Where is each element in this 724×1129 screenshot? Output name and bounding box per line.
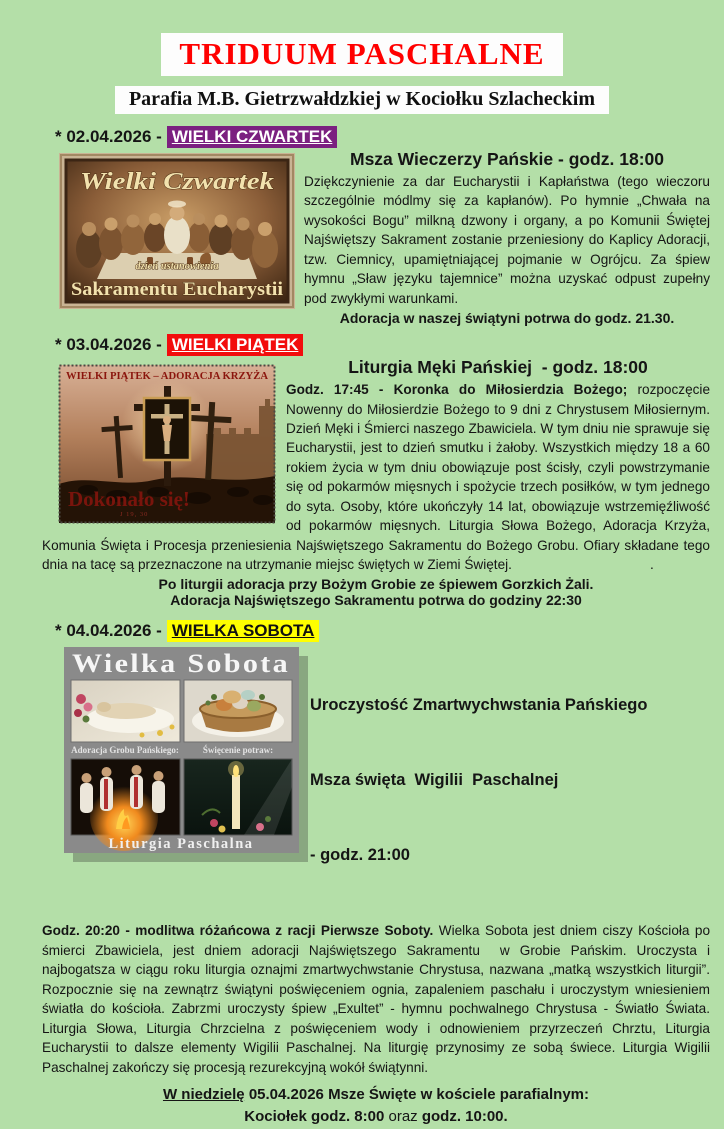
saturday-heading-1: Uroczystość Zmartwychwstania Pańskiego xyxy=(310,696,648,715)
liturgy-heading-friday: Liturgia Męki Pańskiej - godz. 18:00 xyxy=(348,357,648,378)
image-title-text: WIELKI PIĄTEK – ADORACJA KRZYŻA xyxy=(66,371,266,383)
good-friday-label: WIELKI PIĄTEK xyxy=(167,334,304,356)
footer-line-1 xyxy=(42,1084,710,1107)
sunday-masses-footer xyxy=(42,1084,710,1129)
date-text: * 03.04.2026 - xyxy=(55,335,162,355)
footer-underlined: W niedzielę xyxy=(162,1085,245,1103)
paschal-candle-photo xyxy=(184,759,292,835)
section-holy-thursday xyxy=(42,149,714,327)
holy-saturday-collage xyxy=(64,647,299,853)
saturday-body-lead: Godz. 20:20 - modlitwa różańcowa z racji Pierwsze Soboty. xyxy=(42,923,434,939)
tomb-photo xyxy=(71,680,180,742)
page-title: TRIDUUM PASCHALNE xyxy=(179,36,545,71)
saturday-heading-3: - godz. 21:00 xyxy=(310,846,410,865)
verse-reference-text: J 19, 30 xyxy=(120,511,149,519)
footer-line1-rest: 05.04.2026 Msze Święte w kościele parafialnym: xyxy=(244,1085,590,1103)
image-caption-text: Sakramentu Eucharystii xyxy=(71,279,283,300)
section-holy-saturday xyxy=(42,643,714,1077)
image-sub-text: dzień ustanowienia xyxy=(135,261,219,272)
basket-photo xyxy=(184,680,292,742)
subtitle-background xyxy=(115,86,609,114)
footer-mass-1: Kociołek godz. 8:00 xyxy=(244,1108,389,1126)
parish-subtitle: Parafia M.B. Gietrzwałdzkiej w Kociołku Szlacheckim xyxy=(128,88,596,110)
caption-bottom-text: Liturgia Paschalna xyxy=(108,836,254,853)
section-date-holy-saturday xyxy=(55,621,710,641)
image-title-text: Wielka Sobota xyxy=(72,649,290,679)
thursday-adoration-note: Adoracja w naszej świątyni potrwa do godz. 21.30. xyxy=(339,310,675,327)
caption-left-text: Adoracja Grobu Pańskiego: xyxy=(71,745,179,756)
subtitle-band xyxy=(0,86,724,114)
caption-right-text: Święcenie potraw: xyxy=(202,745,274,756)
image-title-text: Wielki Czwartek xyxy=(80,169,274,195)
saturday-heading-2: Msza święta Wigilii Paschalnej xyxy=(310,771,559,790)
image-caption-text: Dokonało się! xyxy=(68,487,190,512)
section-date-good-friday xyxy=(55,335,710,355)
footer-oraz: oraz xyxy=(388,1108,418,1126)
holy-thursday-label: WIELKI CZWARTEK xyxy=(167,126,338,148)
friday-note-2: Adoracja Najświętszego Sakramentu potrwa do godziny 22:30 xyxy=(170,592,582,609)
thursday-body-text: Dziękczynienie za dar Eucharystii i Kapłaństwa (tego wieczoru szczególnie módlmy się za kapłanów). Po hymnie „Chwała na wysokości Bogu” milkną dzwony i organy, a po Komunii Świętej Najświętszy Sakrament zostanie przeniesiony do Kaplicy Adoracji, tzw. Ciemnicy, upamiętniającej pojmanie w Ogrójcu. Za śpiew hymnu „Sław języku tajemnice” można uzyskać odpust zupełny pod zwykłymi warunkami. xyxy=(304,174,714,306)
crucifixion-illustration xyxy=(58,364,276,524)
poster-content xyxy=(0,127,724,1129)
date-text: * 04.04.2026 - xyxy=(55,621,162,641)
title-background xyxy=(161,33,562,76)
crucifixion-image xyxy=(58,364,276,524)
friday-note-1: Po liturgii adoracja przy Bożym Grobie ze śpiewem Gorzkich Żali. xyxy=(158,576,594,593)
holy-saturday-label: WIELKA SOBOTA xyxy=(167,620,320,642)
last-supper-illustration xyxy=(59,153,295,309)
section-good-friday xyxy=(42,357,722,609)
date-text: * 02.04.2026 - xyxy=(55,127,162,146)
friday-body-lead: Godz. 17:45 - Koronka do Miłosierdzia Bożego; xyxy=(286,382,628,398)
friday-body-rest: rozpoczęcie Nowenny do Miłosierdzie Bożego to 9 dni z Chrystusem Miłosiernym. Dzień Męki i Śmierci naszego Zbawiciela. W tym dniu nie sprawuje się Eucharystii, jest to dzień smutku i żałoby. Wszystkich między 18 a 60 rokiem życia w tym dniu obowiązuje post ścisły, czyli powstrzymanie się od pokarmów mięsnych i spożycie trzech posiłków, w tym jednego do syta. Osoby, które ukończyły 14 lat, obowiązuje wstrzemięźliwość od pokarmów mięsnych. Liturgia Słowa Bożego, Adoracja Krzyża, Komunia Święta i Procesja przeniesienia Najświętszego Sakramentu do Bożego Grobu. Ofiary składane tego dnia na tacę są przeznaczone na utrzymanie miejsc świętych w Ziemi Świętej. xyxy=(42,382,722,572)
saturday-body-text xyxy=(42,921,714,1077)
mass-heading-thursday: Msza Wieczerzy Pańskie - godz. 18:00 xyxy=(350,149,664,169)
stray-period: . xyxy=(649,557,654,572)
holy-saturday-illustration xyxy=(64,647,299,853)
section-date-holy-thursday xyxy=(55,127,710,147)
footer-line-2 xyxy=(42,1106,710,1129)
saturday-body-rest: Wielka Sobota jest dniem ciszy Kościoła po śmierci Zbawiciela, jest dniem adoracji Najświętszego Sakramentu w Grobie Pańskim. Uroczysta i najbogatsza w ciągu roku liturgia oznajmi zmartwychwstanie Chrystusa, nazwana „matką wszystkich liturgii”. Rozpocznie się na zewnątrz świątyni poświęceniem ognia, zapaleniem paschału i uroczystym wniesieniem światła do kościoła. Zabrzmi uroczysty śpiew „Exultet” - hymnu pochwalnego Chrystusa - Światło Świata. Liturgia Słowa, Liturgia Chrzcielna z poświęceniem wody i odnowieniem przyrzeczeń Chrztu, Liturgia Eucharystii to dalsze elementy Wigilii Paschalnej. Na liturgię przynosimy ze sobą świece. Liturgia Wigilii Paschalnej zakończy się procesją rezurekcyjną wokół świątynni. xyxy=(42,923,714,1075)
last-supper-image xyxy=(59,153,295,309)
title-band xyxy=(0,0,724,76)
footer-mass-2: godz. 10:00. xyxy=(417,1108,508,1126)
